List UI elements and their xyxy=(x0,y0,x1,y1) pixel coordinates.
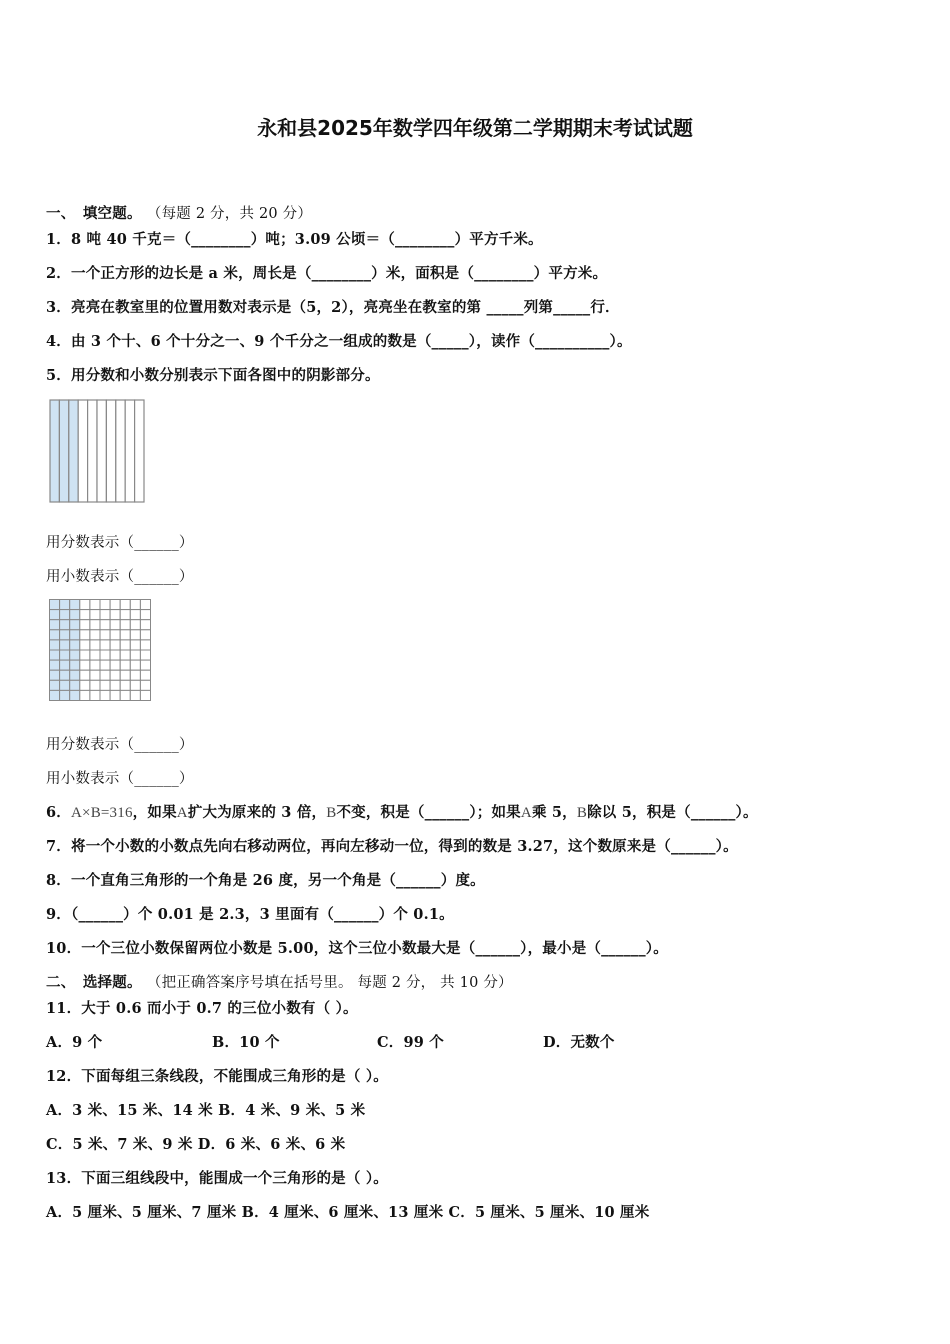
grid-cell xyxy=(100,690,110,700)
grid-cell xyxy=(130,660,140,670)
grid-cell xyxy=(80,610,90,620)
grid-cell xyxy=(100,610,110,620)
grid-cell xyxy=(140,670,150,680)
strip-9 xyxy=(125,400,134,502)
grid-cell xyxy=(100,680,110,690)
grid-cell xyxy=(80,640,90,650)
grid-cell xyxy=(140,610,150,620)
hundred-grid-diagram xyxy=(48,598,152,702)
question-10: 10．一个三位小数保留两位小数是 5.00，这个三位小数最大是（______），最小是（______）。 xyxy=(46,940,668,957)
grid-cell xyxy=(60,600,70,610)
grid-cell xyxy=(60,680,70,690)
grid-cell xyxy=(90,680,100,690)
grid-cell xyxy=(70,670,80,680)
grid-cell xyxy=(130,690,140,700)
grid-cell xyxy=(70,630,80,640)
question-4: 4．由 3 个十、6 个十分之一、9 个千分之一组成的数是（_____），读作（__________）。 xyxy=(46,333,632,350)
option-a: A．9 个 xyxy=(46,1034,103,1051)
strip-2 xyxy=(59,400,68,502)
grid-cell xyxy=(100,620,110,630)
grid-cell xyxy=(50,640,60,650)
q6-text-5: 除以 5，积是（______）。 xyxy=(587,804,758,821)
grid-cell xyxy=(100,630,110,640)
grid-cell xyxy=(110,620,120,630)
question-9: 9．（______）个 0.01 是 2.3，3 里面有（______）个 0.1。 xyxy=(46,906,454,923)
question-5: 5．用分数和小数分别表示下面各图中的阴影部分。 xyxy=(46,367,380,384)
grid-cell xyxy=(120,610,130,620)
grid-cell xyxy=(110,670,120,680)
fig2-fraction-answer: 用分数表示（______） xyxy=(46,737,194,753)
grid-cell xyxy=(80,690,90,700)
question-8: 8．一个直角三角形的一个角是 26 度，另一个角是（______）度。 xyxy=(46,872,485,889)
grid-cell xyxy=(120,670,130,680)
strip-3 xyxy=(69,400,78,502)
grid-cell xyxy=(130,670,140,680)
q6-var-a: A xyxy=(176,805,188,821)
q6-var-b-2: B xyxy=(576,805,588,821)
grid-cell xyxy=(50,610,60,620)
grid-cell xyxy=(50,600,60,610)
strip-diagram xyxy=(48,398,146,504)
grid-cell xyxy=(80,670,90,680)
question-11: 11．大于 0.6 而小于 0.7 的三位小数有（ ）。 xyxy=(46,1000,358,1017)
section-1-heading xyxy=(46,202,312,223)
section-2-note: （把正确答案序号填在括号里。 每题 2 分， 共 10 分） xyxy=(146,975,513,991)
strip-1 xyxy=(50,400,59,502)
section-2-label: 二、 选择题。 xyxy=(46,974,142,991)
grid-cell xyxy=(50,620,60,630)
section-2-heading xyxy=(46,971,513,992)
grid-cell xyxy=(140,640,150,650)
grid-cell xyxy=(60,630,70,640)
q6-text-4: 乘 5， xyxy=(531,804,577,821)
question-1: 1．8 吨 40 千克＝（________）吨；3.09 公顷＝（________）平方千米。 xyxy=(46,231,543,248)
grid-cell xyxy=(70,650,80,660)
grid-cell xyxy=(80,660,90,670)
option-c: C．99 个 xyxy=(377,1034,444,1051)
grid-cell xyxy=(130,630,140,640)
section-1-note: （每题 2 分，共 20 分） xyxy=(146,206,313,222)
question-7: 7．将一个小数的小数点先向右移动两位，再向左移动一位，得到的数是 3.27，这个数原来是（______）。 xyxy=(46,838,738,855)
grid-cell xyxy=(60,610,70,620)
q6-prefix: 6． xyxy=(46,804,71,821)
page-title: 永和县2025年数学四年级第二学期期末考试试题 xyxy=(257,116,693,140)
grid-cell xyxy=(90,640,100,650)
question-2: 2．一个正方形的边长是 a 米，周长是（________）米，面积是（________）平方米。 xyxy=(46,265,608,282)
grid-cell xyxy=(50,630,60,640)
question-6 xyxy=(46,801,758,822)
grid-cell xyxy=(140,600,150,610)
grid-cell xyxy=(120,690,130,700)
grid-cell xyxy=(90,600,100,610)
grid-cell xyxy=(80,630,90,640)
grid-cell xyxy=(140,690,150,700)
question-12-options-row-2: C．5 米、7 米、9 米 D．6 米、6 米、6 米 xyxy=(46,1136,346,1153)
grid-cell xyxy=(110,660,120,670)
fig1-fraction-answer: 用分数表示（______） xyxy=(46,535,194,551)
grid-cell xyxy=(80,680,90,690)
grid-cell xyxy=(60,670,70,680)
grid-cell xyxy=(120,630,130,640)
grid-cell xyxy=(110,690,120,700)
grid-cell xyxy=(90,620,100,630)
q6-expression: A×B=316 xyxy=(71,805,133,821)
grid-cell xyxy=(120,620,130,630)
grid-cell xyxy=(70,600,80,610)
grid-cell xyxy=(80,650,90,660)
grid-cell xyxy=(120,660,130,670)
grid-cell xyxy=(50,680,60,690)
strip-4 xyxy=(78,400,87,502)
grid-cell xyxy=(50,670,60,680)
grid-cell xyxy=(100,670,110,680)
grid-cell xyxy=(140,680,150,690)
grid-cell xyxy=(110,640,120,650)
grid-cell xyxy=(90,650,100,660)
strip-6 xyxy=(97,400,106,502)
question-12: 12．下面每组三条线段，不能围成三角形的是（ ）。 xyxy=(46,1068,388,1085)
grid-cell xyxy=(110,610,120,620)
option-b: B．10 个 xyxy=(212,1034,280,1051)
grid-cell xyxy=(90,690,100,700)
grid-cell xyxy=(60,650,70,660)
question-12-options-row-1: A．3 米、15 米、14 米 B．4 米、9 米、5 米 xyxy=(46,1102,366,1119)
grid-cell xyxy=(110,600,120,610)
question-3: 3．亮亮在教室里的位置用数对表示是（5，2），亮亮坐在教室的第 _____列第_____行． xyxy=(46,299,620,316)
grid-cell xyxy=(60,690,70,700)
strip-5 xyxy=(88,400,97,502)
grid-cell xyxy=(70,660,80,670)
strip-7 xyxy=(106,400,115,502)
q6-text-1: ，如果 xyxy=(132,804,177,821)
grid-cell xyxy=(100,650,110,660)
fig2-decimal-answer: 用小数表示（______） xyxy=(46,771,194,787)
grid-cell xyxy=(110,680,120,690)
strip-8 xyxy=(116,400,125,502)
q6-var-a-2: A xyxy=(520,805,532,821)
grid-cell xyxy=(90,660,100,670)
grid-cell xyxy=(70,610,80,620)
grid-cell xyxy=(140,650,150,660)
grid-cell xyxy=(90,670,100,680)
grid-cell xyxy=(50,690,60,700)
grid-cell xyxy=(140,620,150,630)
question-13-options-row-1: A．5 厘米、5 厘米、7 厘米 B．4 厘米、6 厘米、13 厘米 C．5 厘米、5 厘米、10 厘米 xyxy=(46,1204,650,1221)
grid-cell xyxy=(100,600,110,610)
option-d: D．无数个 xyxy=(543,1034,615,1051)
grid-cell xyxy=(80,620,90,630)
grid-cell xyxy=(130,650,140,660)
grid-cell xyxy=(120,680,130,690)
grid-cell xyxy=(120,650,130,660)
grid-cell xyxy=(60,660,70,670)
question-13: 13．下面三组线段中，能围成一个三角形的是（ ）。 xyxy=(46,1170,388,1187)
grid-cell xyxy=(140,630,150,640)
grid-cell xyxy=(90,610,100,620)
grid-cell xyxy=(110,650,120,660)
grid-cell xyxy=(80,600,90,610)
grid-cell xyxy=(70,680,80,690)
grid-cell xyxy=(70,640,80,650)
grid-cell xyxy=(50,660,60,670)
strip-10 xyxy=(135,400,144,502)
grid-cell xyxy=(100,660,110,670)
grid-cell xyxy=(90,630,100,640)
fig1-decimal-answer: 用小数表示（______） xyxy=(46,569,194,585)
q6-text-2: 扩大为原来的 3 倍， xyxy=(187,804,327,821)
q6-text-3: 不变，积是（______）；如果 xyxy=(336,804,521,821)
section-1-label: 一、 填空题。 xyxy=(46,205,142,222)
q6-var-b: B xyxy=(326,805,337,821)
grid-cell xyxy=(120,640,130,650)
grid-cell xyxy=(50,650,60,660)
grid-cell xyxy=(70,620,80,630)
grid-cell xyxy=(140,660,150,670)
grid-cell xyxy=(100,640,110,650)
grid-cell xyxy=(130,600,140,610)
grid-cell xyxy=(130,640,140,650)
grid-cell xyxy=(130,620,140,630)
grid-cell xyxy=(130,610,140,620)
grid-cell xyxy=(60,640,70,650)
grid-cell xyxy=(110,630,120,640)
grid-cell xyxy=(120,600,130,610)
grid-cell xyxy=(130,680,140,690)
grid-cell xyxy=(60,620,70,630)
grid-cell xyxy=(70,690,80,700)
